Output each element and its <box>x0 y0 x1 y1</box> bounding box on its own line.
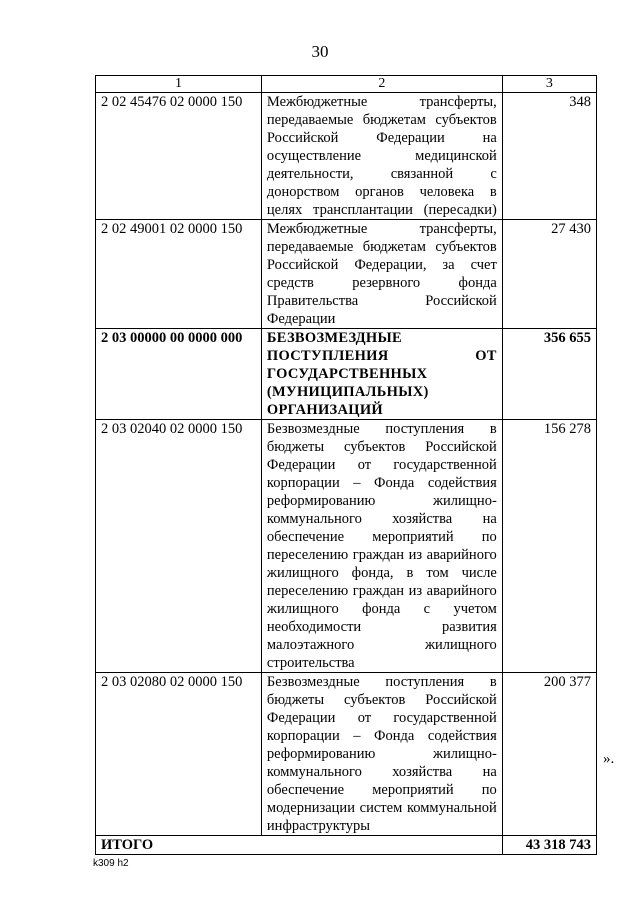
table-row <box>96 673 597 836</box>
document-code: k309 h2 <box>93 858 129 869</box>
closing-quote: ». <box>603 751 615 767</box>
table-row <box>96 420 597 673</box>
row-amount: 156 278 <box>502 420 596 673</box>
table-header <box>96 76 597 93</box>
row-amount: 348 <box>502 93 596 220</box>
total-label: ИТОГО <box>96 836 503 855</box>
row-description: Межбюджетные трансферты, передаваемые бюджетам субъектов Российской Федерации на осуществление медицинской деятельности, связанной с донорством органов человека в целях трансплантации (пересадки) <box>261 93 502 220</box>
header-col-1: 1 <box>96 76 262 93</box>
row-description: Межбюджетные трансферты, передаваемые бюджетам субъектов Российской Федерации, за счет средств резервного фонда Правительства Российской Федерации <box>261 220 502 329</box>
row-code: 2 03 02080 02 0000 150 <box>96 673 262 836</box>
row-amount: 27 430 <box>502 220 596 329</box>
row-code: 2 03 02040 02 0000 150 <box>96 420 262 673</box>
row-code: 2 02 49001 02 0000 150 <box>96 220 262 329</box>
header-col-3: 3 <box>502 76 596 93</box>
total-row <box>96 836 597 855</box>
total-amount: 43 318 743 <box>502 836 596 855</box>
table-row-section-heading <box>96 329 597 420</box>
page-number: 30 <box>311 42 329 61</box>
row-amount: 200 377 <box>502 673 596 836</box>
row-code: 2 03 00000 00 0000 000 <box>96 329 262 420</box>
row-description: Безвозмездные поступления в бюджеты субъектов Российской Федерации от государственной корпорации – Фонда содействия реформированию жилищно-коммунального хозяйства на обеспечение мероприятий по переселению граждан из аварийного жилищного фонда, в том числе переселению граждан из аварийного жилищного фонда с учетом необходимости развития малоэтажного жилищного строительства <box>261 420 502 673</box>
budget-table <box>95 75 597 855</box>
row-amount: 356 655 <box>502 329 596 420</box>
row-description: БЕЗВОЗМЕЗДНЫЕ ПОСТУПЛЕНИЯ ОТ ГОСУДАРСТВЕННЫХ (МУНИЦИПАЛЬНЫХ) ОРГАНИЗАЦИЙ <box>261 329 502 420</box>
table-row <box>96 93 597 220</box>
header-col-2: 2 <box>261 76 502 93</box>
table-row <box>96 220 597 329</box>
row-code: 2 02 45476 02 0000 150 <box>96 93 262 220</box>
row-description: Безвозмездные поступления в бюджеты субъектов Российской Федерации от государственной корпорации – Фонда содействия реформированию жилищно-коммунального хозяйства на обеспечение мероприятий по модернизации систем коммунальной инфраструктуры <box>261 673 502 836</box>
